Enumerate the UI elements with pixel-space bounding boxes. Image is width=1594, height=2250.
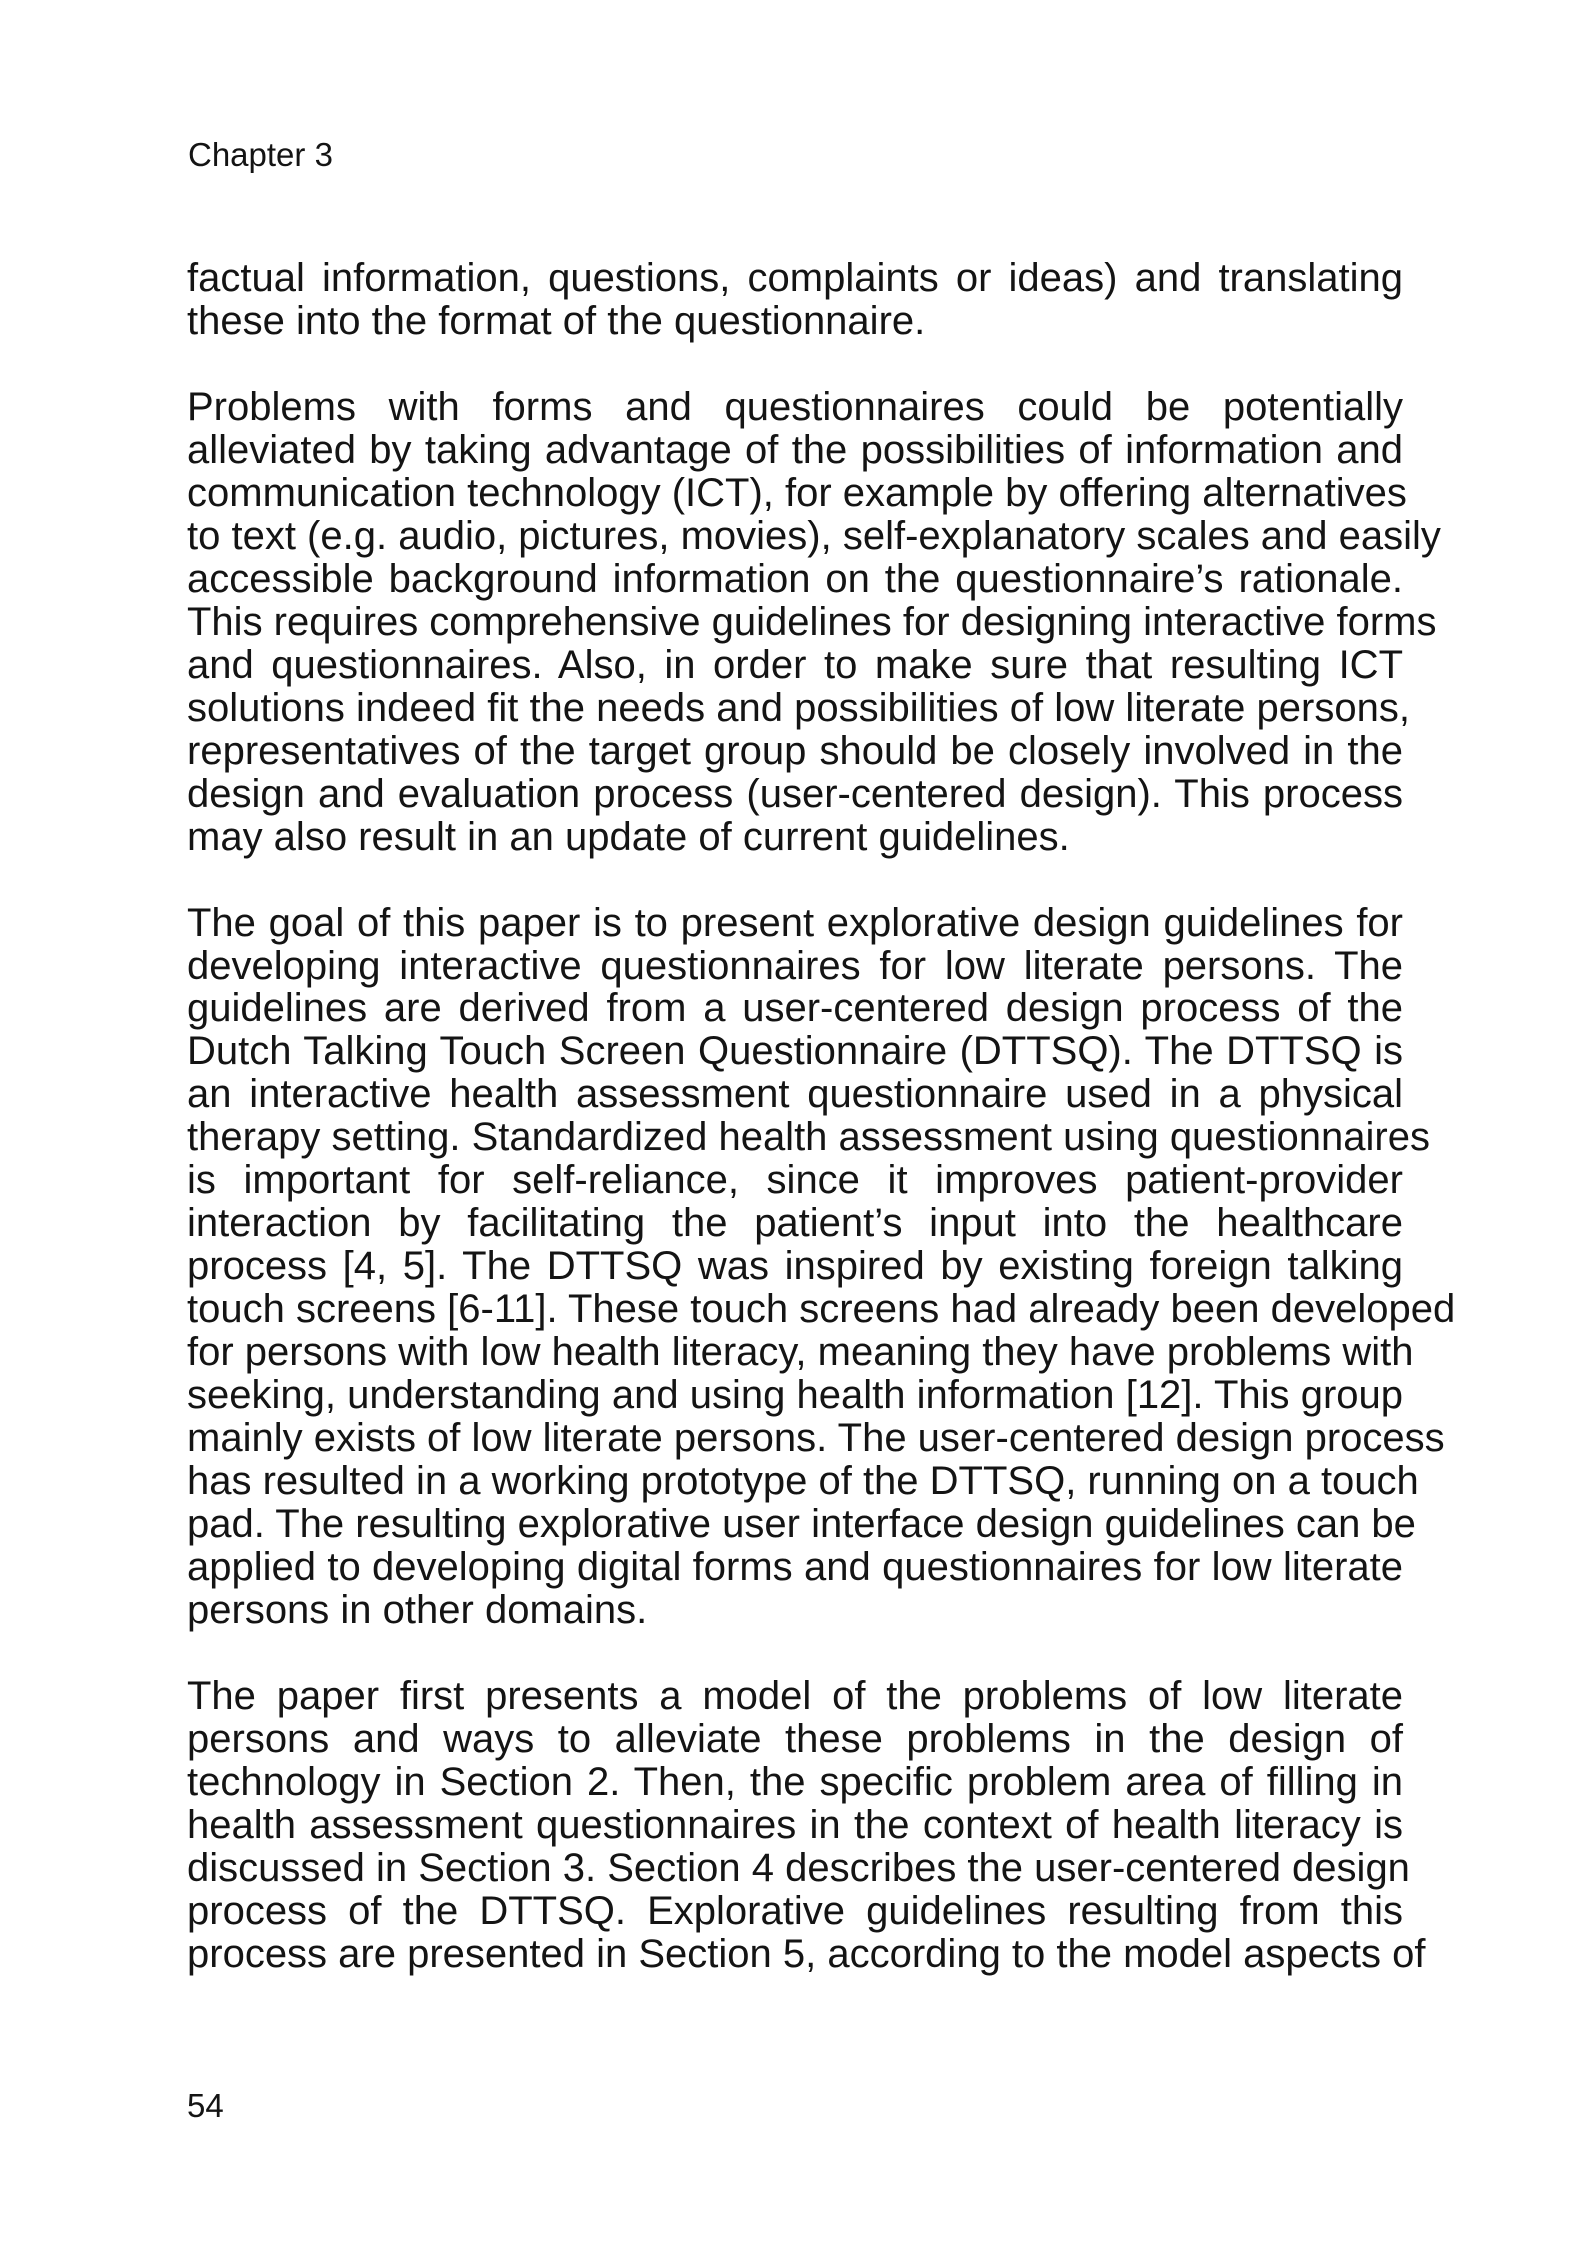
text-line: developing interactive questionnaires for low literate persons. The bbox=[187, 943, 1403, 988]
text-line: an interactive health assessment questionnaire used in a physical bbox=[187, 1072, 1403, 1117]
text-line: applied to developing digital forms and questionnaires for low literate bbox=[187, 1545, 1403, 1590]
text-line: alleviated by taking advantage of the possibilities of information and bbox=[187, 427, 1403, 472]
paragraph-4 bbox=[187, 1673, 1426, 1976]
running-head-chapter: Chapter 3 bbox=[188, 136, 333, 173]
text-line: accessible background information on the questionnaire’s rationale. bbox=[187, 556, 1403, 601]
paragraph-2 bbox=[187, 384, 1441, 859]
text-line: The paper first presents a model of the problems of low literate bbox=[187, 1673, 1403, 1718]
text-line: factual information, questions, complaints or ideas) and translating bbox=[187, 256, 1403, 300]
text-line: Problems with forms and questionnaires could be potentially bbox=[187, 384, 1403, 429]
text-line: pad. The resulting explorative user interface design guidelines can be bbox=[187, 1502, 1416, 1547]
text-line: Dutch Talking Touch Screen Questionnaire (DTTSQ). The DTTSQ is bbox=[187, 1029, 1403, 1074]
text-line: discussed in Section 3. Section 4 describes the user-centered design bbox=[187, 1845, 1410, 1890]
text-line: persons and ways to alleviate these problems in the design of bbox=[187, 1716, 1403, 1761]
text-line: process of the DTTSQ. Explorative guidelines resulting from this bbox=[187, 1888, 1403, 1933]
text-line: guidelines are derived from a user-centered design process of the bbox=[187, 986, 1403, 1031]
text-line: mainly exists of low literate persons. The user-centered design process bbox=[187, 1416, 1445, 1461]
text-line: technology in Section 2. Then, the specific problem area of filling in bbox=[187, 1759, 1403, 1804]
text-line: is important for self-reliance, since it improves patient-provider bbox=[187, 1158, 1403, 1203]
text-line: interaction by facilitating the patient’s input into the healthcare bbox=[187, 1201, 1403, 1246]
text-line: This requires comprehensive guidelines for designing interactive forms bbox=[187, 599, 1437, 644]
text-line: representatives of the target group should be closely involved in the bbox=[187, 728, 1403, 773]
text-line: The goal of this paper is to present explorative design guidelines for bbox=[187, 900, 1403, 945]
text-line: communication technology (ICT), for example by offering alternatives bbox=[187, 470, 1407, 515]
text-line: these into the format of the questionnaire. bbox=[187, 298, 926, 343]
text-line: for persons with low health literacy, meaning they have problems with bbox=[187, 1330, 1414, 1375]
text-line: seeking, understanding and using health information [12]. This group bbox=[187, 1373, 1403, 1418]
text-line: persons in other domains. bbox=[187, 1588, 648, 1633]
paragraph-3 bbox=[187, 900, 1456, 1633]
text-line: health assessment questionnaires in the context of health literacy is bbox=[187, 1802, 1403, 1847]
text-line: and questionnaires. Also, in order to make sure that resulting ICT bbox=[187, 642, 1403, 687]
text-line: has resulted in a working prototype of the DTTSQ, running on a touch bbox=[187, 1459, 1419, 1504]
page-number: 54 bbox=[187, 2087, 224, 2124]
text-line: may also result in an update of current guidelines. bbox=[187, 814, 1070, 859]
text-line: to text (e.g. audio, pictures, movies), self-explanatory scales and easily bbox=[187, 513, 1441, 558]
text-line: therapy setting. Standardized health assessment using questionnaires bbox=[187, 1115, 1430, 1160]
text-line: process [4, 5]. The DTTSQ was inspired by existing foreign talking bbox=[187, 1244, 1403, 1289]
text-line: design and evaluation process (user-centered design). This process bbox=[187, 771, 1403, 816]
body-text bbox=[187, 256, 1456, 1976]
text-line: touch screens [6-11]. These touch screens had already been developed bbox=[187, 1287, 1456, 1332]
text-line: process are presented in Section 5, according to the model aspects of bbox=[187, 1931, 1426, 1976]
text-line: solutions indeed fit the needs and possibilities of low literate persons, bbox=[187, 685, 1410, 730]
paragraph-1 bbox=[187, 257, 1403, 343]
